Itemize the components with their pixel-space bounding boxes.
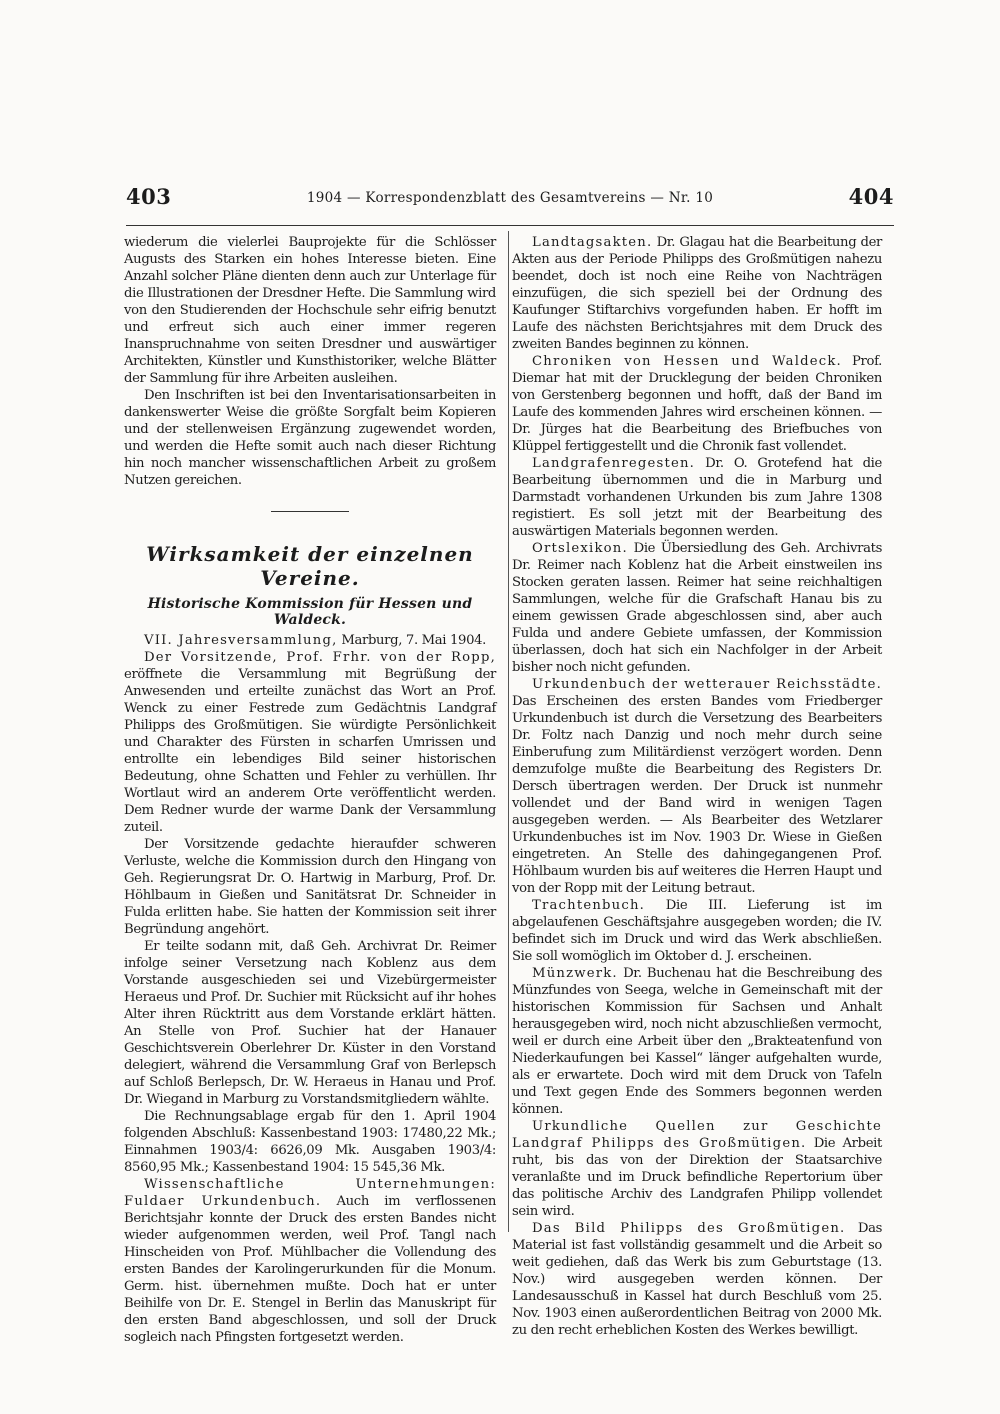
paragraph-text: Auch im verflossenen Berichtsjahr konnte der Druck des ersten Bandes nicht wieder aufgenommen werden, weil Prof. Tangl nach Hinscheiden von Prof. Mühlbacher die Vollendung des ersten Bandes der Karolingerurkunden für die Monum. Germ. hist. übernehmen mußte. Doch hat er unter Beihilfe von Dr. E. Stengel in Berlin das Manuskript für den ersten Band abgeschlossen, und soll der Druck sogleich nach Pfingsten fortgesetzt werden. xyxy=(124,1194,496,1345)
paragraph xyxy=(512,234,882,353)
paragraph xyxy=(512,676,882,897)
paragraph-text: Das Erscheinen des ersten Bandes vom Friedberger Urkundenbuch ist durch die Versetzung des Bearbeiters Dr. Foltz nach Danzig und noch mehr durch seine Einberufung zum Militärdienst verzögert worden. Denn demzufolge mußte die Bearbeitung des Registers Dr. Dersch übertragen werden. Der Druck ist nunmehr vollendet und der Band wird in wenigen Tagen ausgegeben werden. — Als Bearbeiter des Wetzlarer Urkundenbuches ist im Nov. 1903 Dr. Wiese in Gießen eingetreten. An Stelle des dahingegangenen Prof. Höhlbaum wurden bis auf weiteres die Herren Haupt und von der Ropp mit der Leitung betraut. xyxy=(512,694,882,896)
paragraph-text: Das Material ist fast vollständig gesammelt und die Arbeit so weit gediehen, daß das Werk bis zum Geburtstage (13. Nov.) wird ausgegeben werden können. Der Landesausschuß in Kassel hat durch Beschluß vom 25. Nov. 1903 einen außerordentlichen Beitrag von 2000 Mk. zu den recht erheblichen Kosten des Werkes bewilligt. xyxy=(512,1221,883,1338)
spaced-lead: Urkundenbuch der wetterauer Reichsstädte. xyxy=(532,677,882,692)
paragraph xyxy=(512,1220,882,1339)
paragraph xyxy=(512,353,882,455)
spaced-lead: Chroniken von Hessen und Waldeck. xyxy=(532,354,842,369)
header-rule xyxy=(126,225,894,226)
spaced-lead: Der Vorsitzende, Prof. Frhr. von der Ropp, xyxy=(144,650,496,665)
spaced-lead: Landgrafenregesten. xyxy=(532,456,696,471)
section-title: Wirksamkeit der einzelnen Vereine. xyxy=(146,542,474,590)
paragraph-text: Dr. O. Grotefend hat die Bearbeitung übernommen und die in Marburg und Darmstadt vorhandenen Urkunden bis zum Jahre 1308 registiert. Es soll jetzt mit der Bearbeitung des auswärtigen Materials begonnen werden. xyxy=(512,456,882,539)
spaced-lead: Landtagsakten. xyxy=(532,235,653,250)
paragraph xyxy=(124,632,496,649)
column-divider xyxy=(508,231,509,1232)
running-title: 1904 — Korrespondenzblatt des Gesamtvereins — Nr. 10 xyxy=(306,190,714,206)
paragraph: Der Vorsitzende gedachte hieraufder schweren Verluste, welche die Kommission durch den Hingang von Geh. Regierungsrat Dr. O. Hartwig in Marburg, Prof. Dr. Höhlbaum in Gießen und Sanitätsrat Dr. Schneider in Fulda erlitten habe. Sie hatten der Kommission seit ihrer Begründung angehört. xyxy=(124,837,496,937)
paragraph-text: Dr. Buchenau hat die Beschreibung des Münzfundes von Seega, welche in Gemeinschaft mit der historischen Kommission für Sachsen und Anhalt herausgegeben wird, noch nicht abzuschließen vermocht, weil er durch eine Arbeit über den „Brakteatenfund von Niederkaufungen bei Kassel“ länger aufgehalten wurde, als er erwartete. Doch wird mit dem Druck von Tafeln und Text gegen Ende des Sommers begonnen werden können. xyxy=(512,966,882,1117)
section-separator xyxy=(271,511,349,512)
spaced-lead: Wissenschaftliche Unternehmungen: Fuldaer Urkundenbuch. xyxy=(124,1177,496,1209)
paragraph-text: Marburg, 7. Mai 1904. xyxy=(337,633,487,648)
paragraph-text: Die Arbeit ruht, bis das von der Direktion der Staatsarchive veranlaßte und im Druck befindliche Repertorium über das politische Archiv des Landgrafen Philipp vollendet sein wird. xyxy=(512,1136,882,1219)
spaced-lead: Urkundliche Quellen zur Geschichte Landgraf Philipps des Großmütigen. xyxy=(512,1119,882,1151)
paragraph: Er teilte sodann mit, daß Geh. Archivrat Dr. Reimer infolge seiner Versetzung nach Koblenz aus dem Vorstande ausgeschieden sei und Vizebürgermeister Heraeus und Prof. Dr. Suchier mit Rücksicht auf ihr hohes Alter ihren Rücktritt aus dem Vorstande erklärt hätten. An Stelle von Prof. Suchier hat der Hanauer Geschichtsverein Oberlehrer Dr. Küster in den Vorstand delegiert, während die Versammlung Graf von Berlepsch auf Schloß Berlepsch, Dr. W. Heraeus in Hanau und Prof. Dr. Wiegand in Marburg zu Vorstandsmitgliedern wählte. xyxy=(124,939,496,1107)
paragraph-text: Die Übersiedlung des Geh. Archivrats Dr. Reimer nach Koblenz hat die Arbeit einstweilen ins Stocken geraten lassen. Reimer hat seine reichhaltigen Sammlungen, welche für die Grafschaft Hanau bis zu einem gewissen Grade abgeschlossen sind, aber auch Fulda und andere Gebiete umfassen, der Kommission überlassen, doch hat sich ein Nachfolger in der Arbeit bisher noch nicht gefunden. xyxy=(512,541,882,675)
paragraph: Die Rechnungsablage ergab für den 1. April 1904 folgenden Abschluß: Kassenbestand 1903: 17480,22 Mk.; Einnahmen 1903/4: 6626,09 Mk. Ausgaben 1903/4: 8560,95 Mk.; Kassenbestand 1904: 15 545,36 Mk. xyxy=(124,1109,496,1175)
paragraph xyxy=(512,540,882,676)
spaced-lead: VII. Jahresversammlung, xyxy=(144,633,338,648)
page-number-right: 404 xyxy=(848,184,894,209)
paragraph: wiederum die vielerlei Bauprojekte für die Schlösser Augusts des Starken ein hohes Interesse bieten. Eine Anzahl solcher Pläne dienten denn auch zur Unterlage für die Illustrationen der Dresdner Hefte. Die Sammlung wird von den Studierenden der Hochschule sehr eifrig benutzt und erfreut sich auch einer immer regeren Inanspruchnahme von seiten Dresdner und auswärtiger Architekten, Künstler und Kunsthistoriker, welche Blätter der Sammlung für ihre Arbeiten ausleihen. xyxy=(124,235,496,386)
spaced-lead: Ortslexikon. xyxy=(532,541,628,556)
spaced-lead: Trachtenbuch. xyxy=(532,898,646,913)
left-column xyxy=(124,234,496,1346)
paragraph-text: Die III. Lieferung ist im abgelaufenen Geschäftsjahre ausgegeben worden; die IV. befindet sich im Druck und wird das Werk abschließen. Sie soll womöglich im Oktober d. J. erscheinen. xyxy=(512,898,882,964)
paragraph: Den Inschriften ist bei den Inventarisationsarbeiten in dankenswerter Weise die größte Sorgfalt beim Kopieren und der stellenweisen Ergänzung zugewendet worden, und werden die Hefte somit auch nach dieser Richtung hin noch mancher wissenschaftlichen Arbeit zu großem Nutzen gereichen. xyxy=(124,388,496,488)
paragraph xyxy=(512,965,882,1118)
paragraph xyxy=(124,649,496,836)
page-number-left: 403 xyxy=(126,184,172,209)
page-header xyxy=(126,184,894,214)
paragraph xyxy=(512,455,882,540)
spaced-lead: Münzwerk. xyxy=(532,966,618,981)
paragraph xyxy=(124,1176,496,1346)
paragraph-text: Prof. Diemar hat mit der Drucklegung der beiden Chroniken von Gerstenberg begonnen und hofft, daß der Band im Laufe des kommenden Jahres wird erscheinen können. — Dr. Jürges hat die Bearbeitung des Briefbuches von Klüppel fertiggestellt und die Chronik fast vollendet. xyxy=(512,354,882,454)
paragraph-text: Dr. Glagau hat die Bearbeitung der Akten aus der Periode Philipps des Großmütigen nahezu beendet, doch ist noch eine Reihe von Nachträgen einzufügen, die sich speziell bei der Ordnung des Kaufunger Stiftarchivs vorgefunden haben. Er hofft im Laufe des nächsten Berichtsjahres mit dem Druck des zweiten Bandes beginnen zu können. xyxy=(512,235,882,352)
subsection-title: Historische Kommission für Hessen und Waldeck. xyxy=(147,596,473,628)
paragraph xyxy=(512,1118,882,1220)
spaced-lead: Das Bild Philipps des Großmütigen. xyxy=(532,1221,846,1236)
paragraph xyxy=(512,897,882,965)
paragraph-text: eröffnete die Versammlung mit Begrüßung der Anwesenden und erteilte zunächst das Wort an Prof. Wenck zu einer Festrede zum Gedächtnis Landgraf Philipps des Großmütigen. Sie würdigte Persönlichkeit und Charakter des Fürsten in scharfen Umrissen und entrollte ein lebendiges Bild seiner historischen Bedeutung, ohne Schatten und Fehler zu verhüllen. Ihr Wortlaut wird an anderem Orte veröffentlicht werden. Dem Redner wurde der warme Dank der Versammlung zuteil. xyxy=(124,667,496,835)
right-column xyxy=(512,234,882,1339)
